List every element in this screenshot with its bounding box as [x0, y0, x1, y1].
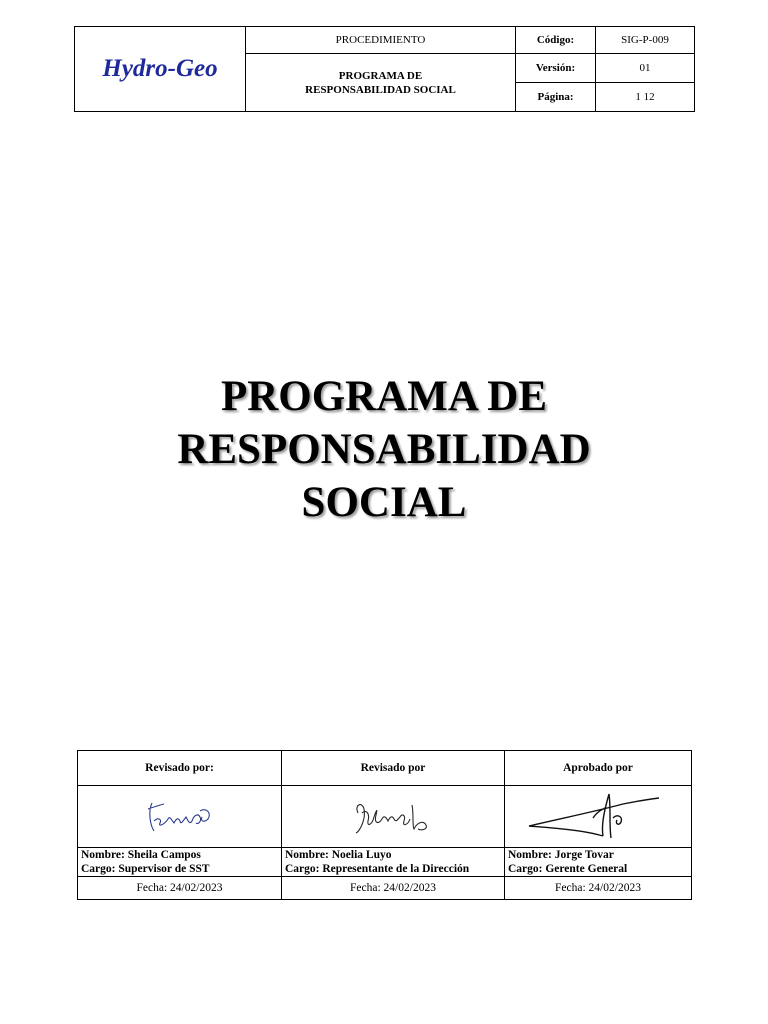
signer-3-position: Cargo: Gerente General [508, 862, 628, 875]
signature-2 [348, 791, 438, 841]
company-logo: Hydro-Geo [75, 27, 246, 112]
signer-1-info [78, 847, 282, 876]
signer-2-name: Nombre: Noelia Luyo [285, 848, 392, 861]
signature-cell-3 [505, 786, 692, 847]
signer-1-name: Nombre: Sheila Campos [81, 848, 201, 861]
signer-2-info [282, 847, 505, 876]
page-title [0, 370, 768, 529]
signer-3-info [505, 847, 692, 876]
signature-1 [140, 791, 220, 841]
doc-title-line2: RESPONSABILIDAD SOCIAL [305, 83, 456, 96]
page-title-line1: PROGRAMA DE [220, 373, 548, 420]
doc-title [246, 54, 516, 112]
signer-3-date: Fecha: 24/02/2023 [505, 876, 692, 899]
signer-1-position: Cargo: Supervisor de SST [81, 862, 210, 875]
signer-2-position: Cargo: Representante de la Dirección [285, 862, 470, 875]
signer-3-name: Nombre: Jorge Tovar [508, 848, 614, 861]
col-heading-approved: Aprobado por [505, 751, 692, 786]
approval-table [77, 750, 692, 900]
signature-cell-1 [78, 786, 282, 847]
signer-1-date: Fecha: 24/02/2023 [78, 876, 282, 899]
signature-3 [523, 788, 673, 844]
col-heading-reviewed-2: Revisado por [282, 751, 505, 786]
version-value: 01 [596, 54, 695, 83]
col-heading-reviewed-1: Revisado por: [78, 751, 282, 786]
version-label: Versión: [516, 54, 596, 83]
code-value: SIG-P-009 [596, 27, 695, 54]
signature-cell-2 [282, 786, 505, 847]
page-label: Página: [516, 83, 596, 112]
page-value: 1 12 [596, 83, 695, 112]
page-title-line3: SOCIAL [301, 479, 467, 526]
document-header [74, 26, 695, 112]
code-label: Código: [516, 27, 596, 54]
page-title-line2: RESPONSABILIDAD [177, 426, 591, 473]
doc-type: PROCEDIMIENTO [246, 27, 516, 54]
doc-title-line1: PROGRAMA DE [338, 69, 423, 82]
signer-2-date: Fecha: 24/02/2023 [282, 876, 505, 899]
